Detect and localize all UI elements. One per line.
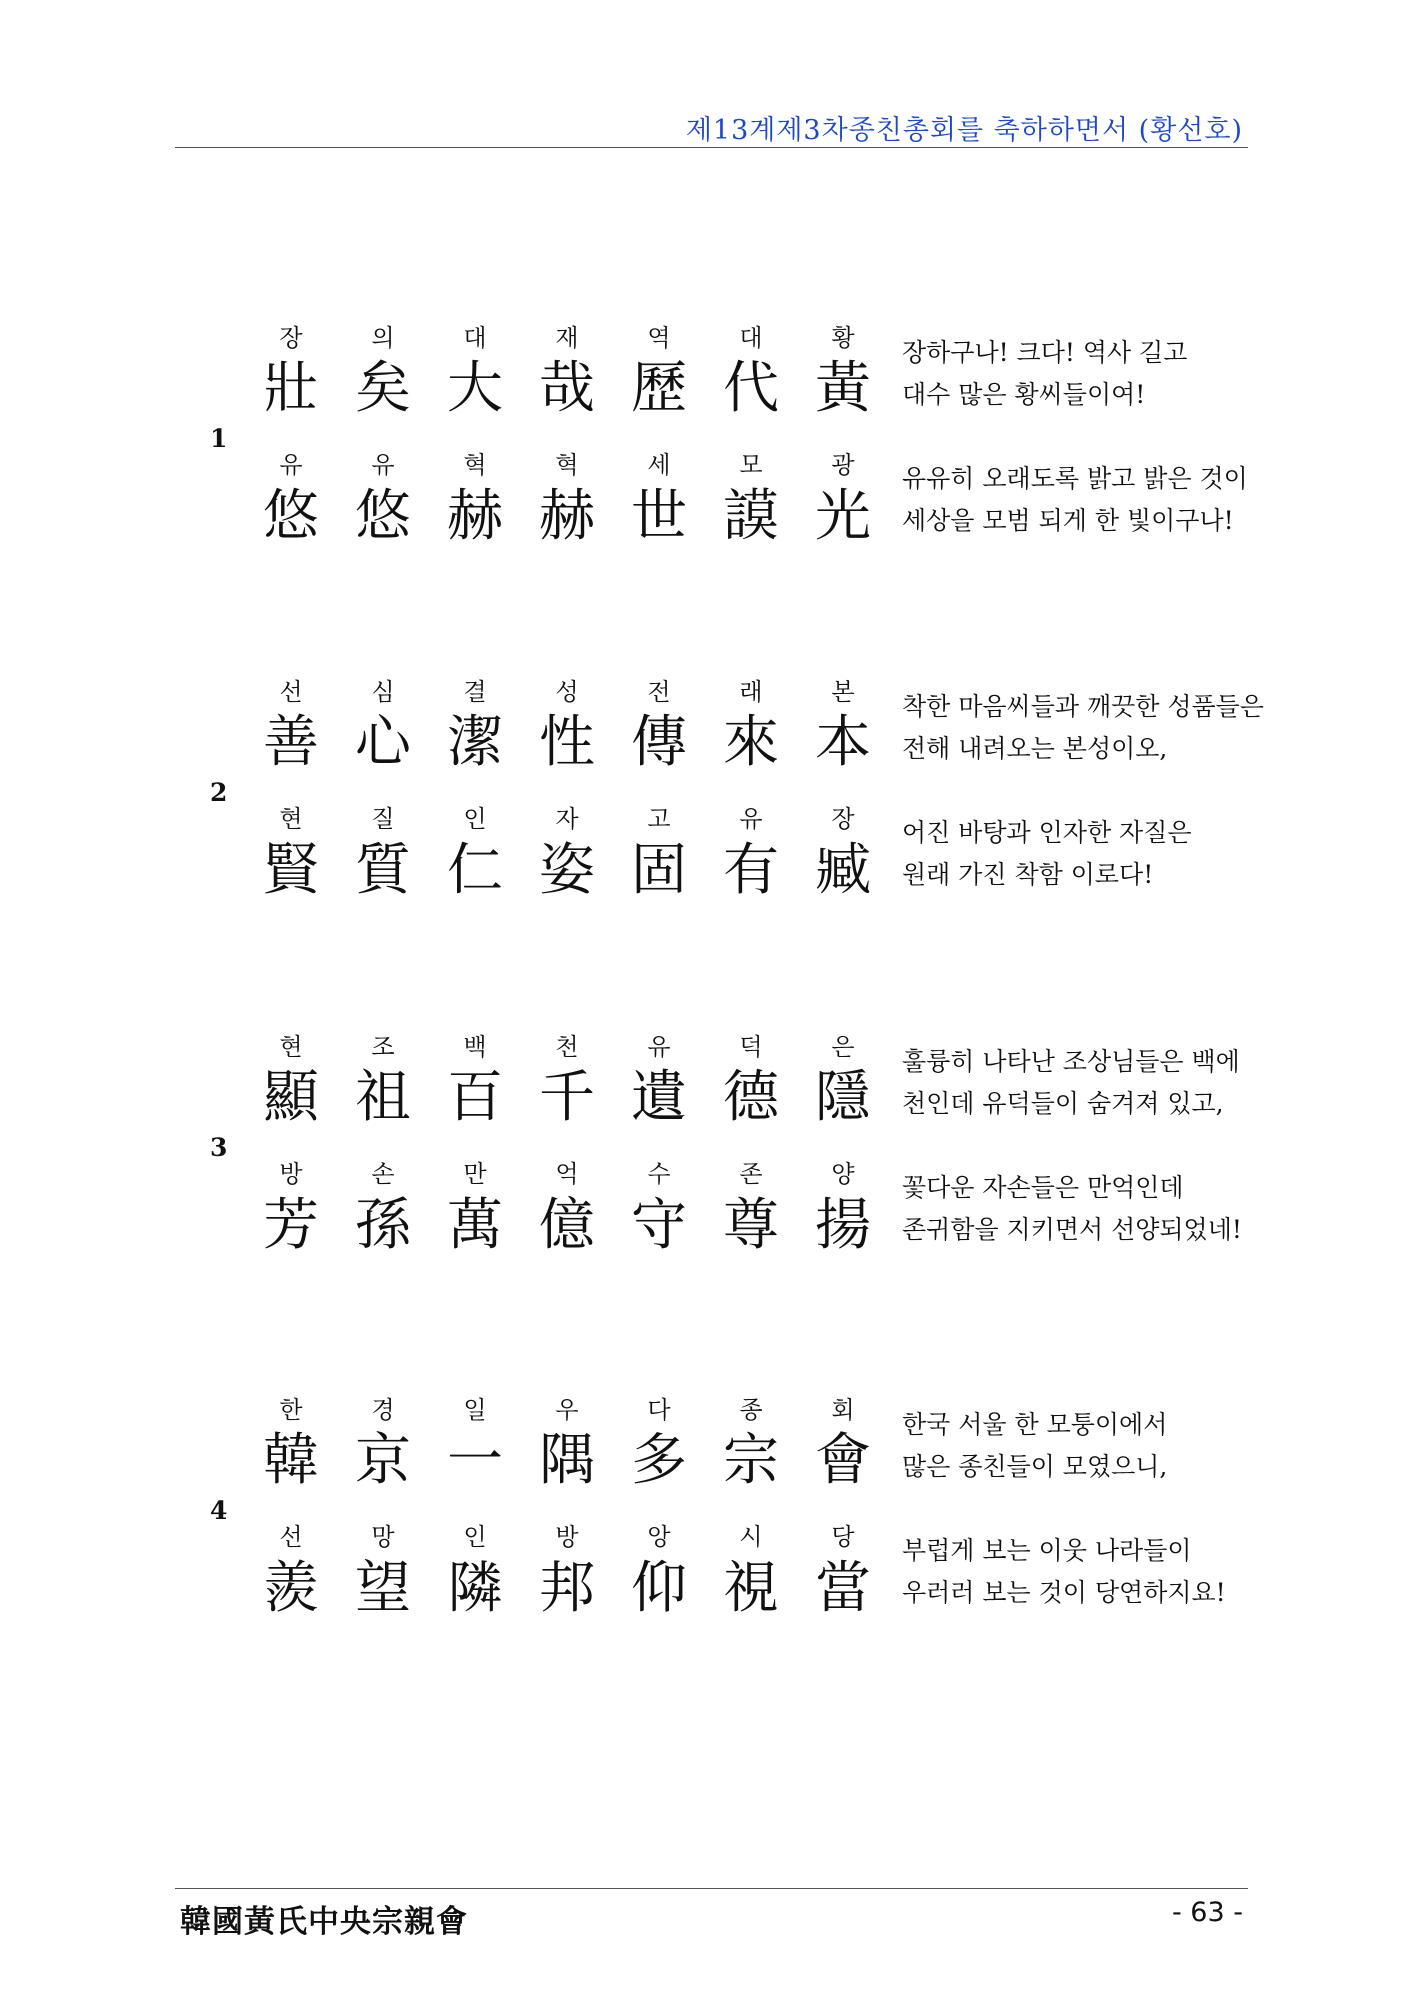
hanja-character: 歷: [631, 356, 687, 421]
reading-syllable: 혁: [555, 451, 579, 479]
translation-line: 많은 종친들이 모였으니,: [902, 1452, 1168, 1481]
hanja-character: 宗: [723, 1428, 779, 1493]
hanja-character: 悠: [263, 484, 319, 549]
reading-syllable: 선: [279, 1523, 303, 1551]
reading-syllable: 우: [555, 1396, 579, 1424]
hanja-character: 百: [447, 1065, 503, 1130]
reading-row: [245, 1390, 890, 1425]
hanja-row: [245, 356, 890, 422]
reading-syllable: 수: [647, 1160, 671, 1188]
reading-syllable: 양: [831, 1160, 855, 1188]
reading-syllable: 종: [739, 1396, 763, 1424]
translation-line: 한국 서울 한 모퉁이에서: [902, 1410, 1168, 1439]
hanja-character: 世: [631, 484, 687, 549]
hanja-character: 矣: [355, 356, 411, 421]
hanja-character: 會: [815, 1428, 871, 1493]
hanja-character: 隅: [539, 1428, 595, 1493]
hanja-character: 大: [447, 356, 503, 421]
hanja-character: 本: [815, 710, 871, 775]
reading-syllable: 조: [371, 1033, 395, 1061]
hanja-character: 固: [631, 838, 687, 903]
reading-syllable: 성: [555, 678, 579, 706]
hanja-character: 視: [723, 1556, 779, 1621]
hanja-character: 心: [355, 710, 411, 775]
reading-row: [245, 1517, 890, 1552]
reading-syllable: 자: [555, 805, 579, 833]
stanza: [0, 672, 1413, 942]
hanja-character: 羨: [263, 1556, 319, 1621]
hanja-row: [245, 1428, 890, 1494]
reading-syllable: 장: [279, 324, 303, 352]
reading-syllable: 만: [463, 1160, 487, 1188]
reading-syllable: 당: [831, 1523, 855, 1551]
hanja-character: 悠: [355, 484, 411, 549]
hanja-character: 億: [539, 1193, 595, 1258]
reading-syllable: 손: [371, 1160, 395, 1188]
reading-row: [245, 672, 890, 707]
reading-syllable: 의: [371, 324, 395, 352]
hanja-character: 壯: [263, 356, 319, 421]
hanja-character: 赫: [447, 484, 503, 549]
hanja-character: 韓: [263, 1428, 319, 1493]
stanza-number: 2: [210, 778, 228, 807]
reading-syllable: 장: [831, 805, 855, 833]
reading-syllable: 회: [831, 1396, 855, 1424]
hanja-character: 隣: [447, 1556, 503, 1621]
footer-divider: [175, 1888, 1248, 1889]
reading-syllable: 백: [463, 1033, 487, 1061]
translation-block: [902, 1530, 1226, 1614]
hanja-row: [245, 710, 890, 776]
reading-syllable: 앙: [647, 1523, 671, 1551]
hanja-character: 賢: [263, 838, 319, 903]
footer-page-number: - 63 -: [1171, 1897, 1243, 1928]
reading-row: [245, 445, 890, 480]
reading-syllable: 유: [647, 1033, 671, 1061]
reading-syllable: 모: [739, 451, 763, 479]
reading-syllable: 시: [739, 1523, 763, 1551]
hanja-character: 望: [355, 1556, 411, 1621]
reading-syllable: 존: [739, 1160, 763, 1188]
hanja-row: [245, 1065, 890, 1131]
translation-line: 천인데 유덕들이 숨겨져 있고,: [902, 1089, 1224, 1118]
hanja-character: 有: [723, 838, 779, 903]
reading-syllable: 질: [371, 805, 395, 833]
reading-syllable: 유: [371, 451, 395, 479]
reading-syllable: 일: [463, 1396, 487, 1424]
translation-line: 꽃다운 자손들은 만억인데: [902, 1173, 1184, 1202]
reading-syllable: 역: [647, 324, 671, 352]
reading-syllable: 인: [463, 805, 487, 833]
hanja-character: 謨: [723, 484, 779, 549]
reading-syllable: 래: [739, 678, 763, 706]
hanja-character: 黃: [815, 356, 871, 421]
reading-syllable: 심: [371, 678, 395, 706]
hanja-character: 仁: [447, 838, 503, 903]
reading-syllable: 혁: [463, 451, 487, 479]
page-header-title: 제13계제3차종친총회를 축하하면서 (황선호): [685, 115, 1243, 146]
hanja-character: 潔: [447, 710, 503, 775]
translation-block: [902, 332, 1187, 416]
reading-syllable: 결: [463, 678, 487, 706]
hanja-character: 遺: [631, 1065, 687, 1130]
hanja-character: 性: [539, 710, 595, 775]
reading-syllable: 선: [279, 678, 303, 706]
reading-syllable: 은: [831, 1033, 855, 1061]
hanja-row: [245, 484, 890, 550]
hanja-character: 光: [815, 484, 871, 549]
hanja-character: 一: [447, 1428, 503, 1493]
translation-block: [902, 812, 1192, 896]
reading-syllable: 한: [279, 1396, 303, 1424]
reading-syllable: 광: [831, 451, 855, 479]
translation-line: 훌륭히 나타난 조상님들은 백에: [902, 1047, 1240, 1076]
translation-block: [902, 686, 1264, 770]
stanza-number: 4: [210, 1496, 228, 1525]
reading-row: [245, 318, 890, 353]
reading-syllable: 방: [555, 1523, 579, 1551]
hanja-character: 千: [539, 1065, 595, 1130]
translation-block: [902, 1167, 1242, 1251]
reading-syllable: 다: [647, 1396, 671, 1424]
translation-line: 세상을 모범 되게 한 빛이구나!: [902, 506, 1234, 535]
translation-line: 장하구나! 크다! 역사 길고: [902, 338, 1188, 367]
hanja-character: 仰: [631, 1556, 687, 1621]
hanja-character: 傳: [631, 710, 687, 775]
reading-syllable: 방: [279, 1160, 303, 1188]
stanza-number: 3: [210, 1133, 228, 1162]
hanja-character: 臧: [815, 838, 871, 903]
hanja-character: 萬: [447, 1193, 503, 1258]
hanja-character: 祖: [355, 1065, 411, 1130]
reading-syllable: 현: [279, 805, 303, 833]
stanza: [0, 1027, 1413, 1297]
stanza-number: 1: [210, 424, 228, 453]
translation-line: 우러러 보는 것이 당연하지요!: [902, 1578, 1226, 1607]
translation-block: [902, 1404, 1167, 1488]
reading-syllable: 대: [463, 324, 487, 352]
hanja-character: 質: [355, 838, 411, 903]
hanja-character: 姿: [539, 838, 595, 903]
reading-syllable: 경: [371, 1396, 395, 1424]
reading-syllable: 유: [739, 805, 763, 833]
reading-syllable: 본: [831, 678, 855, 706]
hanja-character: 京: [355, 1428, 411, 1493]
hanja-character: 芳: [263, 1193, 319, 1258]
hanja-character: 守: [631, 1193, 687, 1258]
stanza: [0, 318, 1413, 588]
reading-syllable: 황: [831, 324, 855, 352]
translation-block: [902, 458, 1248, 542]
reading-row: [245, 799, 890, 834]
hanja-character: 哉: [539, 356, 595, 421]
hanja-character: 揚: [815, 1193, 871, 1258]
reading-row: [245, 1027, 890, 1062]
translation-line: 어진 바탕과 인자한 자질은: [902, 818, 1192, 847]
reading-syllable: 고: [647, 805, 671, 833]
translation-line: 대수 많은 황씨들이여!: [902, 380, 1146, 409]
hanja-row: [245, 1556, 890, 1622]
translation-line: 존귀함을 지키면서 선양되었네!: [902, 1215, 1242, 1244]
translation-line: 부럽게 보는 이웃 나라들이: [902, 1536, 1192, 1565]
translation-line: 착한 마음씨들과 깨끗한 성품들은: [902, 692, 1264, 721]
reading-syllable: 덕: [739, 1033, 763, 1061]
hanja-character: 德: [723, 1065, 779, 1130]
translation-line: 원래 가진 착함 이로다!: [902, 860, 1154, 889]
hanja-character: 隱: [815, 1065, 871, 1130]
hanja-row: [245, 1193, 890, 1259]
hanja-character: 尊: [723, 1193, 779, 1258]
reading-syllable: 현: [279, 1033, 303, 1061]
reading-syllable: 대: [739, 324, 763, 352]
translation-block: [902, 1041, 1240, 1125]
reading-syllable: 망: [371, 1523, 395, 1551]
reading-syllable: 전: [647, 678, 671, 706]
hanja-character: 代: [723, 356, 779, 421]
hanja-character: 顯: [263, 1065, 319, 1130]
hanja-character: 邦: [539, 1556, 595, 1621]
hanja-character: 善: [263, 710, 319, 775]
hanja-character: 孫: [355, 1193, 411, 1258]
hanja-character: 來: [723, 710, 779, 775]
reading-syllable: 천: [555, 1033, 579, 1061]
reading-syllable: 유: [279, 451, 303, 479]
reading-syllable: 재: [555, 324, 579, 352]
hanja-character: 多: [631, 1428, 687, 1493]
reading-syllable: 인: [463, 1523, 487, 1551]
reading-row: [245, 1154, 890, 1189]
header-divider: [175, 147, 1248, 148]
hanja-character: 赫: [539, 484, 595, 549]
hanja-row: [245, 838, 890, 904]
translation-line: 유유히 오래도록 밝고 밝은 것이: [902, 464, 1248, 493]
hanja-character: 當: [815, 1556, 871, 1621]
stanza: [0, 1390, 1413, 1660]
reading-syllable: 억: [555, 1160, 579, 1188]
footer-organization: 韓國黃氏中央宗親會: [180, 1904, 468, 1940]
translation-line: 전해 내려오는 본성이오,: [902, 734, 1168, 763]
reading-syllable: 세: [647, 451, 671, 479]
